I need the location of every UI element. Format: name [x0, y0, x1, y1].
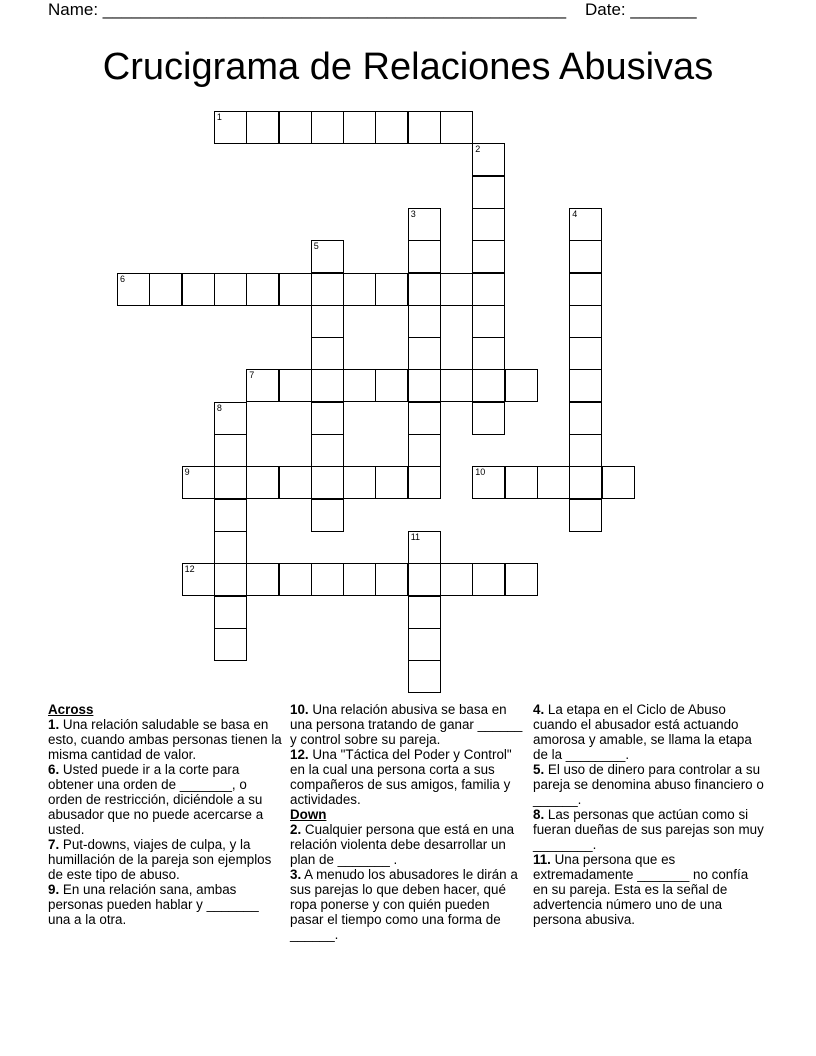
grid-cell[interactable] — [569, 466, 602, 499]
grid-cell[interactable] — [537, 466, 570, 499]
clue-number: 4 — [572, 208, 578, 219]
page-title: Crucigrama de Relaciones Abusivas — [102, 46, 714, 88]
grid-cell[interactable] — [279, 369, 312, 402]
clue-down-11: 11. Una persona que es extremadamente _______ no confía en su pareja. Esta es la señal de advertencia número uno de una persona abusiva. — [533, 852, 749, 927]
grid-cell[interactable] — [311, 563, 344, 596]
clue-column-3 — [533, 702, 765, 927]
grid-cell[interactable] — [311, 273, 344, 306]
grid-cell[interactable] — [472, 240, 505, 273]
grid-cell[interactable] — [472, 143, 505, 176]
grid-cell[interactable] — [375, 369, 408, 402]
clue-number: 10 — [475, 467, 486, 478]
down-heading: Down — [290, 807, 327, 822]
grid-cell[interactable] — [408, 434, 441, 467]
grid-cell[interactable] — [214, 499, 247, 532]
across-heading: Across — [48, 702, 94, 717]
grid-cell[interactable] — [472, 563, 505, 596]
clue-number: 8 — [216, 402, 222, 413]
grid-cell[interactable] — [246, 111, 279, 144]
clue-across-6: 6. Usted puede ir a la corte para obtener una orden de _______, o orden de restricción, diciéndole a su abusador que no puede acercarse a usted. — [48, 762, 264, 837]
grid-cell[interactable] — [408, 305, 441, 338]
name-field[interactable]: Name: _________________________________________________ — [48, 0, 567, 19]
clue-number: 11 — [410, 531, 421, 542]
grid-cell[interactable] — [408, 660, 441, 693]
grid-cell[interactable] — [182, 466, 215, 499]
grid-cell[interactable] — [569, 273, 602, 306]
grid-cell[interactable] — [505, 466, 538, 499]
grid-cell[interactable] — [214, 563, 247, 596]
clue-across-7: 7. Put-downs, viajes de culpa, y la humillación de la pareja son ejemplos de este tipo de abuso. — [48, 837, 272, 882]
clue-number: 1 — [216, 112, 222, 122]
grid-cell[interactable] — [569, 240, 602, 273]
clue-down-5: 5. El uso de dinero para controlar a su pareja se denomina abuso financiero o ______. — [533, 762, 764, 807]
grid-cell[interactable] — [214, 596, 247, 629]
clue-number: 6 — [120, 273, 126, 284]
grid-cell[interactable] — [343, 273, 376, 306]
clue-number: 2 — [475, 144, 481, 155]
grid-cell[interactable] — [117, 273, 150, 306]
grid-cell[interactable] — [569, 369, 602, 402]
grid-cell[interactable] — [343, 369, 376, 402]
grid-cell[interactable] — [408, 208, 441, 241]
grid-cell[interactable] — [375, 563, 408, 596]
clue-number: 9 — [184, 467, 190, 478]
clue-down-8: 8. Las personas que actúan como si fueran dueñas de sus parejas son muy ________. — [533, 807, 764, 852]
grid-cell[interactable] — [375, 273, 408, 306]
clue-across-12: 12. Una "Táctica del Poder y Control" en la cual una persona corta a sus compañeros de sus amigos, familia y actividades. — [290, 747, 512, 807]
grid-cell[interactable] — [408, 369, 441, 402]
clue-down-4: 4. La etapa en el Ciclo de Abuso cuando el abusador está actuando amorosa y amable, se llama la etapa de la ________. — [533, 702, 752, 762]
grid-cell[interactable] — [408, 596, 441, 629]
grid-cell[interactable] — [246, 466, 279, 499]
grid-cell[interactable] — [408, 563, 441, 596]
grid-cell[interactable] — [408, 111, 441, 144]
clue-number: 7 — [249, 370, 255, 381]
grid-cell[interactable] — [408, 240, 441, 273]
clue-number: 5 — [313, 241, 319, 252]
grid-cell[interactable] — [569, 337, 602, 370]
grid-cell[interactable] — [440, 563, 473, 596]
grid-cell[interactable] — [408, 402, 441, 435]
date-field[interactable]: Date: _______ — [584, 0, 697, 19]
grid-cell[interactable] — [472, 273, 505, 306]
grid-cell[interactable] — [214, 402, 247, 435]
grid-cell[interactable] — [408, 337, 441, 370]
grid-cell[interactable] — [472, 402, 505, 435]
grid-cell[interactable] — [472, 176, 505, 209]
grid-cell[interactable] — [343, 466, 376, 499]
clue-across-9: 9. En una relación sana, ambas personas pueden hablar y _______ una a la otra. — [48, 882, 259, 927]
grid-cell[interactable] — [602, 466, 635, 499]
grid-cell[interactable] — [440, 369, 473, 402]
grid-cell[interactable] — [408, 628, 441, 661]
grid-cell[interactable] — [214, 628, 247, 661]
grid-cell[interactable] — [472, 305, 505, 338]
grid-cell[interactable] — [505, 563, 538, 596]
clue-column-2 — [290, 702, 524, 942]
grid-cell[interactable] — [279, 111, 312, 144]
clue-across-10: 10. Una relación abusiva se basa en una persona tratando de ganar ______ y control sobre su pareja. — [290, 702, 523, 747]
grid-cell[interactable] — [569, 305, 602, 338]
grid-cell[interactable] — [472, 369, 505, 402]
clue-down-2: 2. Cualquier persona que está en una relación violenta debe desarrollar un plan de _______ . — [290, 822, 515, 867]
grid-cell[interactable] — [246, 369, 279, 402]
grid-cell[interactable] — [408, 531, 441, 564]
grid-cell[interactable] — [214, 111, 247, 144]
grid-cell[interactable] — [505, 369, 538, 402]
grid-cell[interactable] — [472, 466, 505, 499]
grid-cell[interactable] — [182, 563, 215, 596]
grid-cell[interactable] — [311, 337, 344, 370]
grid-cell[interactable] — [246, 563, 279, 596]
grid-cell[interactable] — [182, 273, 215, 306]
grid-cell[interactable] — [214, 434, 247, 467]
clue-column-1 — [48, 702, 284, 927]
grid-cell[interactable] — [279, 563, 312, 596]
grid-cell[interactable] — [408, 273, 441, 306]
clue-across-1: 1. Una relación saludable se basa en esto, cuando ambas personas tienen la misma cantidad de valor. — [48, 717, 282, 762]
grid-cell[interactable] — [311, 402, 344, 435]
grid-cell[interactable] — [311, 499, 344, 532]
clue-number: 3 — [410, 208, 416, 219]
grid-cell[interactable] — [375, 111, 408, 144]
grid-cell[interactable] — [311, 305, 344, 338]
grid-cell[interactable] — [375, 466, 408, 499]
grid-cell[interactable] — [311, 369, 344, 402]
grid-cell[interactable] — [440, 273, 473, 306]
grid-cell[interactable] — [246, 273, 279, 306]
grid-cell[interactable] — [311, 466, 344, 499]
grid-cell[interactable] — [440, 111, 473, 144]
grid-cell[interactable] — [569, 208, 602, 241]
grid-cell[interactable] — [311, 240, 344, 273]
grid-cell[interactable] — [279, 466, 312, 499]
grid-cell[interactable] — [149, 273, 182, 306]
grid-cell[interactable] — [279, 273, 312, 306]
grid-cell[interactable] — [569, 434, 602, 467]
grid-cell[interactable] — [343, 563, 376, 596]
grid-cell[interactable] — [214, 273, 247, 306]
grid-cell[interactable] — [214, 466, 247, 499]
grid-cell[interactable] — [569, 499, 602, 532]
grid-cell[interactable] — [408, 466, 441, 499]
grid-cell[interactable] — [472, 208, 505, 241]
grid-cell[interactable] — [472, 337, 505, 370]
grid-cell[interactable] — [569, 402, 602, 435]
grid-cell[interactable] — [343, 111, 376, 144]
grid-cell[interactable] — [311, 434, 344, 467]
grid-cell[interactable] — [214, 531, 247, 564]
clue-number: 12 — [184, 564, 195, 575]
grid-cell[interactable] — [311, 111, 344, 144]
clue-down-3: 3. A menudo los abusadores le dirán a sus parejas lo que deben hacer, qué ropa ponerse y con quién pueden pasar el tiempo como una forma de ______. — [290, 867, 518, 942]
